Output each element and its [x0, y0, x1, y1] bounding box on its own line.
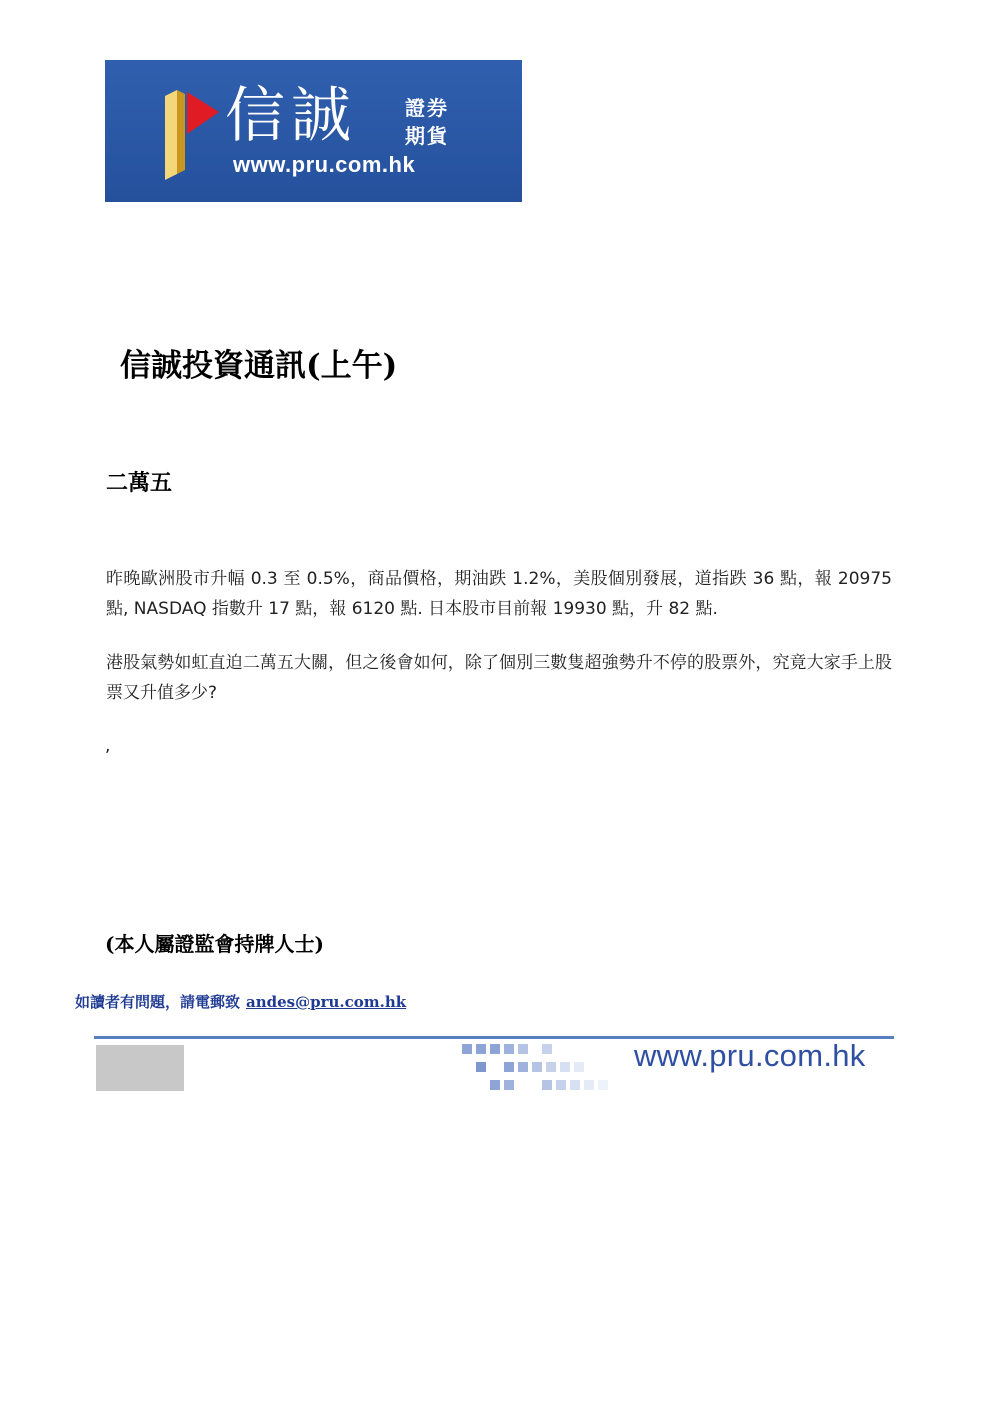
contact-prompt: 如讀者有問題，請電郵致 — [75, 993, 241, 1011]
hk-market-paragraph: 港股氣勢如虹直迫二萬五大關，但之後會如何，除了個別三數隻超強勢升不停的股票外，究竟大家手上股票又升值多少? — [106, 653, 892, 703]
logo-business-lines — [405, 94, 469, 150]
document-title: 信誠投資通訊(上午) — [120, 348, 398, 384]
footer-pixel-pattern-icon — [462, 1042, 632, 1094]
logo-sub-securities: 證券 — [405, 96, 449, 120]
logo-company-name: 信誠 — [225, 81, 357, 151]
company-logo-banner — [105, 60, 522, 202]
footer-website-url[interactable]: www.pru.com.hk — [634, 1038, 866, 1073]
logo-sub-futures: 期貨 — [405, 124, 449, 148]
license-disclaimer: (本人屬證監會持牌人士) — [105, 932, 324, 956]
footer-placeholder-image — [96, 1045, 184, 1091]
logo-website-url: www.pru.com.hk — [233, 152, 416, 177]
contact-line — [75, 991, 406, 1012]
section-heading: 二萬五 — [106, 470, 173, 496]
stray-punctuation: , — [105, 736, 111, 756]
market-summary-paragraph: 昨晚歐洲股市升幅 0.3 至 0.5%，商品價格，期油跌 1.2%，美股個別發展，道指跌 36 點，報 20975 點, NASDAQ 指數升 17 點，報 6120 點. 日本股市目前報 19930 點，升 82 點. — [106, 569, 892, 619]
contact-email-link[interactable]: andes@pru.com.hk — [246, 993, 407, 1011]
